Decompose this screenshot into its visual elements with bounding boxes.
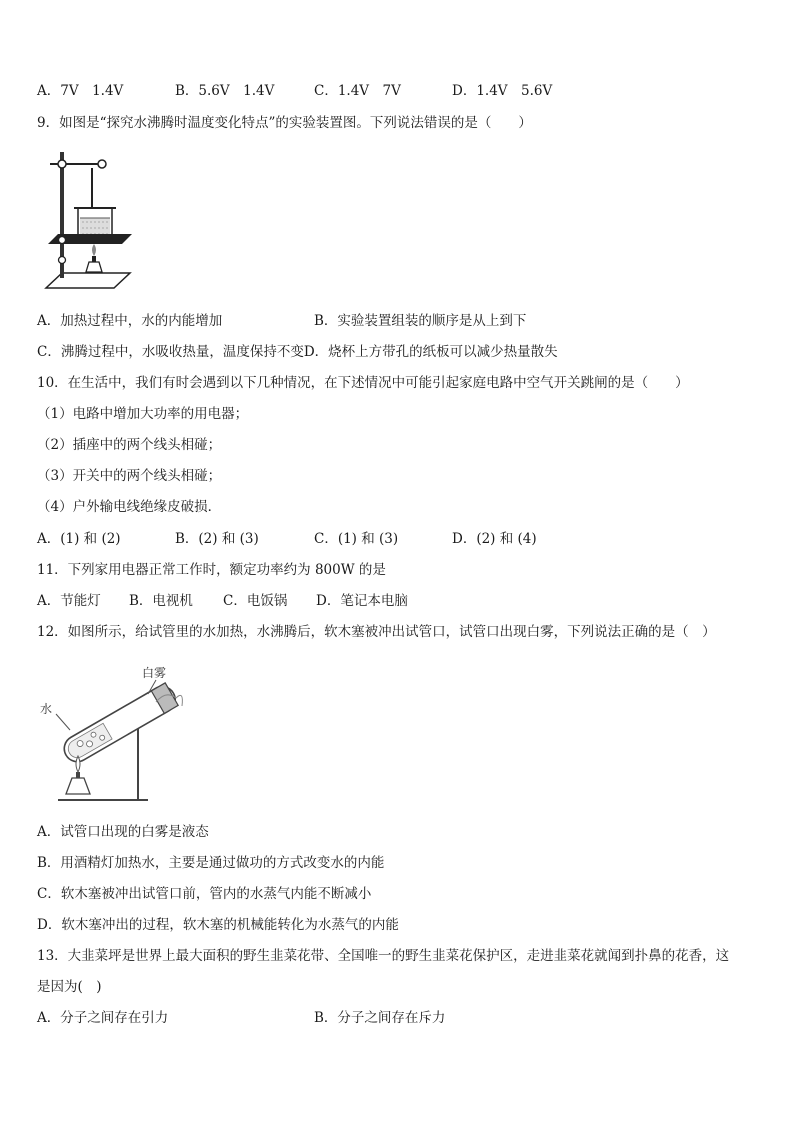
q12-figure-test-tube [36,660,186,806]
q10-option-b: B．(2) 和 (3) [175,531,259,547]
white-mist-label: 白雾 [142,666,167,680]
q10-item-1: （1）电路中增加大功率的用电器； [37,406,249,422]
q11-options [37,592,408,610]
q9-figure-boiling-apparatus [44,148,134,294]
q9-stem: 9．如图是“探究水沸腾时温度变化特点”的实验装置图。下列说法错误的是（ ） [37,115,532,131]
q12-option-c: C．软木塞被冲出试管口前，管内的水蒸气内能不断减小 [37,886,372,902]
q13-options [37,1009,445,1027]
q9-option-d: D．烧杯上方带孔的纸板可以减少热量散失 [303,344,558,360]
q12-stem: 12．如图所示，给试管里的水加热，水沸腾后，软木塞被冲出试管口，试管口出现白雾，下列说法正确的是（ ） [37,624,716,640]
q8-option-a: A．7V 1.4V [37,83,124,99]
q12-option-b: B．用酒精灯加热水，主要是通过做功的方式改变水的内能 [37,855,385,871]
q12-option-a: A．试管口出现的白雾是液态 [37,824,209,840]
q11-option-a: A．节能灯 [37,593,101,609]
q13-stem-line2: 是因为( ) [37,979,102,995]
q10-option-d: D．(2) 和 (4) [452,531,537,547]
q10-options [37,530,537,548]
q9-option-c: C．沸腾过程中，水吸收热量，温度保持不变 [37,344,304,360]
q11-option-b: B．电视机 [129,593,193,609]
q10-item-4: （4）户外输电线绝缘皮破损． [37,499,222,515]
q8-option-b: B．5.6V 1.4V [175,83,275,99]
q11-option-c: C．电饭锅 [223,593,288,609]
q11-stem: 11．下列家用电器正常工作时，额定功率约为 800W 的是 [37,562,386,578]
q9-options-row2 [37,343,558,361]
water-label: 水 [40,702,53,716]
q10-option-c: C．(1) 和 (3) [314,531,399,547]
test-tube-diagram [36,660,186,806]
q10-option-a: A．(1) 和 (2) [37,531,121,547]
q8-options [37,82,552,100]
q10-item-3: （3）开关中的两个线头相碰； [37,468,222,484]
q12-option-d: D．软木塞冲出的过程，软木塞的机械能转化为水蒸气的内能 [37,917,399,933]
q8-option-c: C．1.4V 7V [314,83,401,99]
q9-option-a: A．加热过程中，水的内能增加 [37,313,223,329]
q13-option-b: B．分子之间存在斥力 [314,1010,446,1026]
q9-options-row1 [37,312,526,330]
q9-option-b: B．实验装置组装的顺序是从上到下 [314,313,527,329]
q8-option-d: D．1.4V 5.6V [452,83,553,99]
iron-stand-diagram [44,148,134,294]
q13-stem-line1: 13．大韭菜坪是世界上最大面积的野生韭菜花带、全国唯一的野生韭菜花保护区，走进韭菜花就闻到扑鼻的花香，这 [37,948,730,964]
q11-option-d: D．笔记本电脑 [316,593,408,609]
q13-option-a: A．分子之间存在引力 [37,1010,169,1026]
q10-stem: 10．在生活中，我们有时会遇到以下几种情况，在下述情况中可能引起家庭电路中空气开关跳闸的是（ ） [37,375,689,391]
q10-item-2: （2）插座中的两个线头相碰； [37,437,222,453]
